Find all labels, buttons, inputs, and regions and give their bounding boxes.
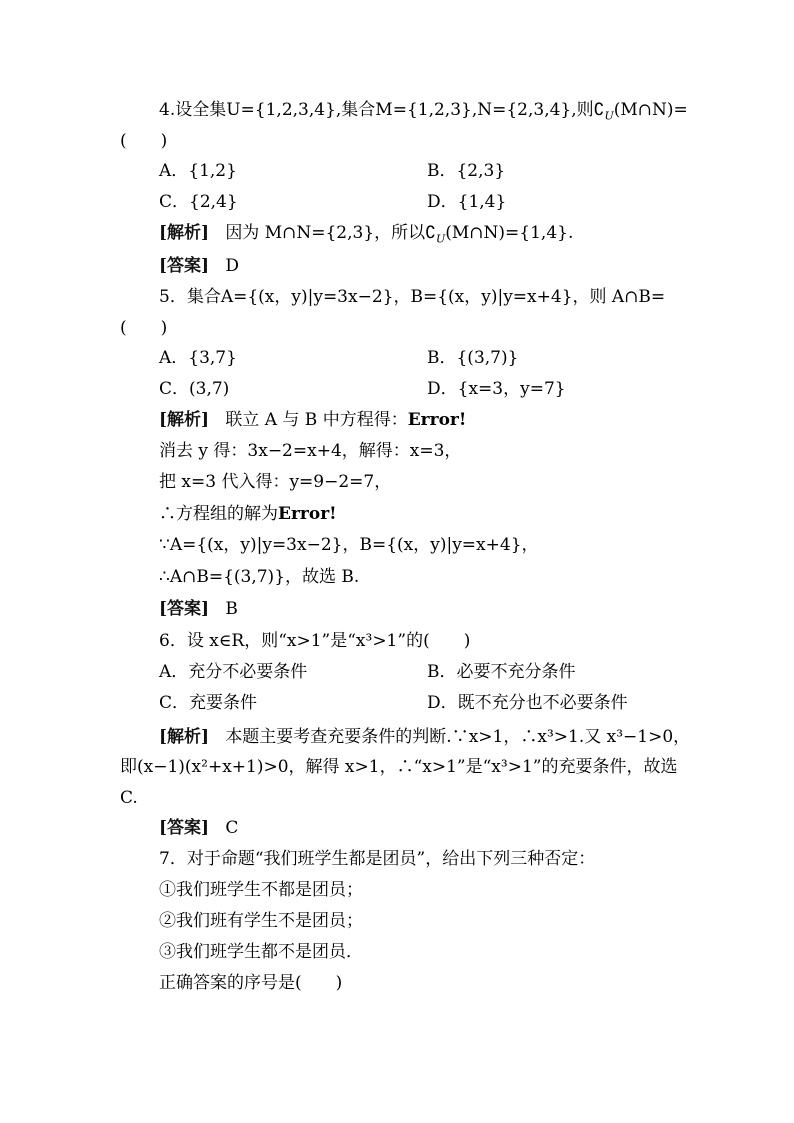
q4-answer-value: D [225,256,239,276]
q5-answer-value: B [225,599,238,619]
q6-stem: 6．设 x∈R，则“x>1”是“x³>1”的( ) [159,631,471,651]
q4-analysis-subscript: U [435,232,446,246]
q5-step-5: ∵A={(x，y)|y=3x−2}，B={(x，y)|y=x+4}， [159,535,539,555]
q6-option-c: C．充要条件 [159,693,258,713]
q4-analysis-tag: [解析] [159,223,210,243]
q5-step-4-error: Error! [278,504,337,524]
q6-analysis-line-2: 即(x−1)(x²+x+1)>0，解得 x>1，∴“x>1”是“x³>1”的充要条件，故选 [120,757,678,777]
q4-stem-text-2: (M∩N)= [613,100,688,120]
q5-option-b: B．{(3,7)} [427,348,519,368]
q5-step-6: ∴A∩B={(3,7)}，故选 B. [159,567,360,587]
q5-option-a: A．{3,7} [159,348,237,368]
q5-analysis-tag: [解析] [159,410,210,430]
q4-option-a: A．{1,2} [159,161,237,181]
q4-answer [159,254,239,278]
q5-option-d: D．{x=3，y=7} [427,379,566,399]
q6-option-d: D．既不充分也不必要条件 [427,693,628,713]
q6-analysis [159,725,690,749]
q5-analysis-error: Error! [407,410,467,430]
q4-paren: ( ) [120,131,168,151]
q7-stem: 7．对于命题“我们班学生都是团员”，给出下列三种否定： [159,849,596,869]
q5-analysis-text: 联立 A 与 B 中方程得： [225,410,408,430]
q6-option-b: B．必要不充分条件 [427,662,576,682]
q4-stem [159,98,688,128]
q4-analysis-text-2: (M∩N)={1,4}. [445,223,574,243]
q4-analysis-text: 因为 M∩N={2,3}，所以∁ [225,223,436,243]
q6-analysis-line-3: C. [120,788,138,808]
q4-stem-text: 4.设全集U={1,2,3,4},集合M={1,2,3},N={2,3,4},则∁ [159,100,605,120]
q5-stem: 5．集合A={(x，y)|y=3x−2}，B={(x，y)|y=x+4}，则 A∩B= [159,287,666,307]
q4-analysis [159,221,573,251]
q5-answer [159,597,238,621]
q6-answer-value: C [225,818,239,838]
q4-option-c: C．{2,4} [159,192,238,212]
q6-answer [159,816,238,840]
q5-analysis [159,408,466,432]
q7-item-2: ②我们班有学生不是团员； [159,911,363,931]
q4-option-b: B．{2,3} [427,161,506,181]
q5-step-4 [159,502,337,526]
q4-answer-tag: [答案] [159,256,210,276]
q6-option-a: A．充分不必要条件 [159,662,308,682]
q5-step-4-text: ∴方程组的解为 [159,504,278,524]
q4-option-d: D．{1,4} [427,192,507,212]
q5-step-3: 把 x=3 代入得：y=9−2=7， [159,472,392,492]
q5-option-c: C．(3,7) [159,379,230,399]
q7-item-1: ①我们班学生不都是团员； [159,880,363,900]
q6-analysis-tag: [解析] [159,727,210,747]
q6-analysis-text: 本题主要考查充要条件的判断.∵x>1，∴x³>1.又 x³−1>0， [225,727,691,747]
q6-answer-tag: [答案] [159,818,210,838]
q5-paren: ( ) [120,318,168,338]
q5-answer-tag: [答案] [159,599,210,619]
q7-question: 正确答案的序号是( ) [159,973,343,993]
q5-step-2: 消去 y 得：3x−2=x+4，解得：x=3， [159,441,462,461]
q4-stem-subscript: U [604,109,614,123]
q7-item-3: ③我们班学生都不是团员． [159,942,363,962]
